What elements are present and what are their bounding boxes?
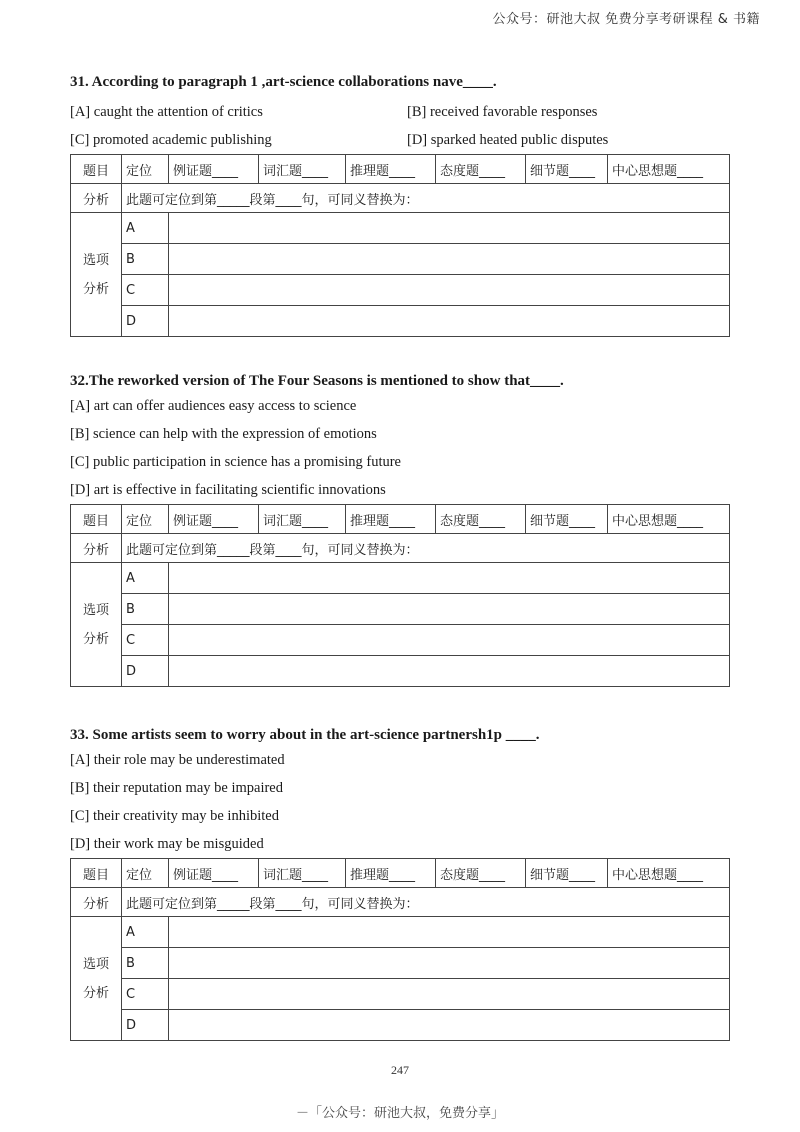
- analysis-table: [70, 154, 730, 337]
- option-d: [D] art is effective in facilitating scientific innovations: [70, 482, 386, 498]
- option-b: [B] their reputation may be impaired: [70, 780, 283, 796]
- answer-cell-d: [169, 656, 730, 687]
- type-vocabulary: 词汇题____: [259, 859, 346, 888]
- question-31: [70, 71, 730, 337]
- option-a: [A] their role may be underestimated: [70, 752, 285, 768]
- type-vocabulary: 词汇题____: [259, 505, 346, 534]
- answer-cell-a: [169, 563, 730, 594]
- option-letter-d: D: [122, 656, 169, 687]
- page-header: 公众号：研池大叔 免费分享考研课程 & 书籍: [492, 12, 760, 27]
- option-d: [D] their work may be misguided: [70, 836, 264, 852]
- type-detail: 细节题____: [526, 505, 608, 534]
- label-option-analysis: [71, 563, 122, 687]
- option-letter-b: B: [122, 948, 169, 979]
- label-analysis-2: 分析: [82, 631, 109, 647]
- type-main-idea: 中心思想题____: [608, 859, 730, 888]
- label-title: 题目: [71, 155, 122, 184]
- option-c: [C] their creativity may be inhibited: [70, 808, 279, 824]
- locate-sentence: 此题可定位到第_____段第____句，可同义替换为：: [122, 888, 730, 917]
- type-example: 例证题____: [169, 155, 259, 184]
- label-option: 选项: [82, 956, 109, 972]
- question-33: [70, 724, 730, 1041]
- type-example: 例证题____: [169, 505, 259, 534]
- label-analysis-2: 分析: [82, 281, 109, 297]
- option-letter-c: C: [122, 979, 169, 1010]
- label-option: 选项: [82, 602, 109, 618]
- option-letter-a: A: [122, 213, 169, 244]
- answer-cell-b: [169, 948, 730, 979]
- label-title: 题目: [71, 505, 122, 534]
- answer-cell-b: [169, 244, 730, 275]
- page-number: 247: [391, 1063, 409, 1077]
- option-b: [B] science can help with the expression of emotions: [70, 426, 377, 442]
- answer-cell-c: [169, 979, 730, 1010]
- answer-cell-c: [169, 625, 730, 656]
- label-locate: 定位: [122, 155, 169, 184]
- analysis-table: [70, 858, 730, 1041]
- option-letter-a: A: [122, 917, 169, 948]
- label-analysis: 分析: [71, 888, 122, 917]
- type-detail: 细节题____: [526, 155, 608, 184]
- label-analysis-2: 分析: [82, 985, 109, 1001]
- option-letter-a: A: [122, 563, 169, 594]
- answer-cell-b: [169, 594, 730, 625]
- answer-cell-d: [169, 306, 730, 337]
- type-inference: 推理题____: [346, 859, 436, 888]
- label-option: 选项: [82, 252, 109, 268]
- question-title: 33. Some artists seem to worry about in the art-science partnersh1p ____.: [70, 727, 540, 743]
- type-attitude: 态度题____: [436, 859, 526, 888]
- label-analysis: 分析: [71, 184, 122, 213]
- option-letter-c: C: [122, 625, 169, 656]
- type-attitude: 态度题____: [436, 155, 526, 184]
- option-d: [D] sparked heated public disputes: [407, 132, 609, 148]
- option-letter-d: D: [122, 306, 169, 337]
- locate-sentence: 此题可定位到第_____段第____句，可同义替换为：: [122, 534, 730, 563]
- option-a: [A] art can offer audiences easy access to science: [70, 398, 357, 414]
- type-detail: 细节题____: [526, 859, 608, 888]
- answer-cell-a: [169, 917, 730, 948]
- option-list: [70, 746, 730, 858]
- option-letter-c: C: [122, 275, 169, 306]
- label-option-analysis: [71, 917, 122, 1041]
- option-list: [70, 392, 730, 504]
- type-vocabulary: 词汇题____: [259, 155, 346, 184]
- option-letter-b: B: [122, 594, 169, 625]
- label-option-analysis: [71, 213, 122, 337]
- answer-cell-d: [169, 1010, 730, 1041]
- label-locate: 定位: [122, 859, 169, 888]
- label-locate: 定位: [122, 505, 169, 534]
- option-a: [A] caught the attention of critics: [70, 104, 263, 120]
- type-attitude: 态度题____: [436, 505, 526, 534]
- type-inference: 推理题____: [346, 505, 436, 534]
- type-inference: 推理题____: [346, 155, 436, 184]
- type-main-idea: 中心思想题____: [608, 505, 730, 534]
- label-analysis: 分析: [71, 534, 122, 563]
- option-letter-b: B: [122, 244, 169, 275]
- option-list: [70, 98, 730, 154]
- option-letter-d: D: [122, 1010, 169, 1041]
- analysis-table: [70, 504, 730, 687]
- option-c: [C] public participation in science has a promising future: [70, 454, 401, 470]
- question-32: [70, 370, 730, 687]
- type-example: 例证题____: [169, 859, 259, 888]
- answer-cell-a: [169, 213, 730, 244]
- option-b: [B] received favorable responses: [407, 104, 598, 120]
- type-main-idea: 中心思想题____: [608, 155, 730, 184]
- answer-cell-c: [169, 275, 730, 306]
- question-title: 32.The reworked version of The Four Seasons is mentioned to show that____.: [70, 373, 564, 389]
- option-c: [C] promoted academic publishing: [70, 132, 272, 148]
- locate-sentence: 此题可定位到第_____段第____句，可同义替换为：: [122, 184, 730, 213]
- label-title: 题目: [71, 859, 122, 888]
- footer-note: －「公众号：研池大叔，免费分享」: [295, 1106, 504, 1121]
- question-title: 31. According to paragraph 1 ,art-science collaborations nave____.: [70, 74, 497, 90]
